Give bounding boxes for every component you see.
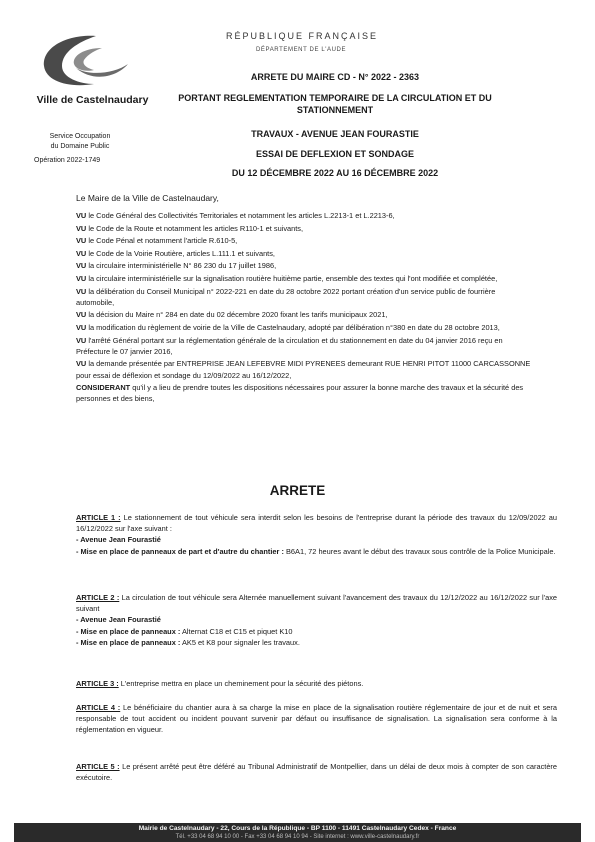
operation-number: Opération 2022-1749 [34,157,101,164]
decree-subject: PORTANT REGLEMENTATION TEMPORAIRE DE LA CIRCULATION ET DU STATIONNEMENT [178,93,492,115]
decree-title: ARRETE [269,483,326,498]
consideration-item: VU la circulaire interministérielle sur la signalisation routière huitième partie, ensemble des textes qui l'ont modifiée et complétée, [76,273,498,283]
decree-dates: DU 12 DÉCEMBRE 2022 AU 16 DÉCEMBRE 2022 [231,168,439,178]
department-heading: DÉPARTEMENT DE L'AUDE [256,47,347,53]
works-title: TRAVAUX - AVENUE JEAN FOURASTIE [251,129,419,139]
article-1: ARTICLE 1 : Le stationnement de tout véhicule sera interdit selon les besoins de l'entreprise durant la période des travaux du 12/09/2022 au 16/12/2022 sur l'axe suivant : - Avenue Jean Fourastié - Mise en place de panneaux de part et d'autre du chantier : B6A1, 72 heures avant le début des travaux sous contrôle de la Police Municipale. [76,513,557,556]
service-line-2: du Domaine Public [50,142,110,150]
considerations-list [76,210,532,406]
consideration-item: VU la circulaire interministérielle N° 86 230 du 17 juillet 1986, [76,261,277,271]
consideration-item: VU la demande présentée par ENTREPRISE JEAN LEFEBVRE MIDI PYRENEES demeurant RUE HENRI PITOT 11000 CARCASSONNE pour essai de déflexion et sondage du 12/09/2022 au 16/12/2022, [76,359,531,380]
test-title: ESSAI DE DEFLEXION ET SONDAGE [255,149,415,159]
castelnaudary-logo-icon [36,30,136,92]
city-name: Ville de Castelnaudary [36,94,149,106]
consideration-item: CONSIDERANT qu'il y a lieu de prendre toutes les dispositions nécessaires pour assurer la bonne marche des travaux et la sécurité des personnes et des biens, [76,383,524,404]
article-4: ARTICLE 4 : Le bénéficiaire du chantier aura à sa charge la mise en place de la signalisation routière réglementaire de jour et de nuit et sera responsable de tout accident ou incident pouvant survenir par défaut ou insuffisance de signalisation. La signalisation sera conforme à la réglementation en vigueur. [76,703,557,735]
consideration-item: VU la modification du règlement de voirie de la Ville de Castelnaudary, adopté par délibération n°380 en date du 28 octobre 2013, [76,322,500,332]
footer-contact: Tél. +33 04 68 94 10 00 - Fax +33 04 68 94 10 94 - Site internet : www.ville-castelnaudary.fr [175,834,420,840]
article-2-street: - Avenue Jean Fourastié [76,615,161,625]
footer-address: Mairie de Castelnaudary - 22, Cours de la République - BP 1100 - 11491 Castelnaudary Cedex - France [138,825,457,832]
consideration-item: VU le Code Général des Collectivités Territoriales et notamment les articles L.2213-1 et L.2213-6, [76,211,395,220]
article-2: ARTICLE 2 : La circulation de tout véhicule sera Alternée manuellement suivant l'avancement des travaux du 12/12/2022 au 16/12/2022 sur l'axe suivant - Avenue Jean Fourastié - Mise en place de panneaux : Alternat C18 et C15 et piquet K10 - Mise en place de panneaux : AK5 et K8 pour signaler les travaux. [76,593,558,647]
article-1-street: - Avenue Jean Fourastié [76,535,161,545]
consideration-item: VU le Code de la Voirie Routière, articles L.111.1 et suivants, [76,248,275,258]
article-5: ARTICLE 5 : Le présent arrêté peut être déféré au Tribunal Administratif de Montpellier, dans un délai de deux mois à compter de son caractère exécutoire. [76,762,558,783]
service-line-1: Service Occupation [49,133,111,140]
footer-bar [14,823,581,842]
consideration-item: VU l'arrêté Général portant sur la réglementation générale de la circulation et du stationnement en date du 04 janvier 2016 reçu en Préfecture le 07 janvier 2016, [76,335,503,356]
service-label [20,132,140,151]
article-3: ARTICLE 3 : L'entreprise mettra en place un cheminement pour la sécurité des piétons. [76,679,364,688]
consideration-item: VU la délibération du Conseil Municipal n° 2022-221 en date du 28 octobre 2022 portant création d'un service public de fourrière automobile, [76,286,496,307]
intro-text: Le Maire de la Ville de Castelnaudary, [76,193,219,203]
consideration-item: VU la décision du Maire n° 284 en date du 02 décembre 2020 fixant les tarifs municipaux 2021, [76,310,388,320]
decree-number: ARRETE DU MAIRE CD - N° 2022 - 2363 [250,72,420,82]
consideration-item: VU le Code Pénal et notamment l'article R.610-5, [76,236,238,246]
republic-heading: RÉPUBLIQUE FRANÇAISE [226,31,379,41]
consideration-item: VU le Code de la Route et notamment les articles R110-1 et suivants, [76,223,304,233]
